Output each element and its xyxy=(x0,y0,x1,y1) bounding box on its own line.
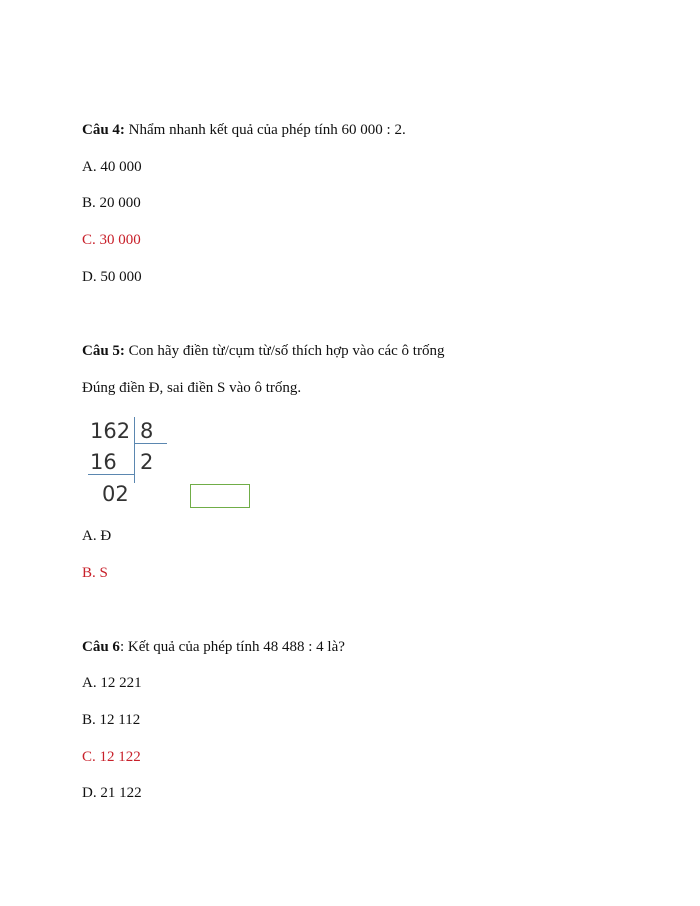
division-subtraction-line xyxy=(88,474,135,475)
question-4 xyxy=(82,120,406,140)
q4-option-c: C. 30 000 xyxy=(82,232,141,248)
q6-option-a: A. 12 221 xyxy=(82,675,142,691)
division-remainder: 02 xyxy=(102,482,129,506)
question-4-label: Câu 4: xyxy=(82,122,125,138)
division-divisor: 8 xyxy=(140,419,154,443)
answer-input-box[interactable] xyxy=(190,484,250,508)
q5-option-a: A. Đ xyxy=(82,528,112,544)
question-5-text: Con hãy điền từ/cụm từ/số thích hợp vào các ô trống xyxy=(124,343,445,359)
question-5-instruction: Đúng điền Đ, sai điền S vào ô trống. xyxy=(82,380,302,396)
q6-option-d: D. 21 122 xyxy=(82,785,142,801)
question-6-text: : Kết quả của phép tính 48 488 : 4 là? xyxy=(119,639,345,655)
division-partial-product: 16 xyxy=(90,450,117,474)
q4-option-d: D. 50 000 xyxy=(82,269,142,285)
q5-option-b: B. S xyxy=(82,565,108,581)
question-4-text: Nhẩm nhanh kết quả của phép tính 60 000 : 2. xyxy=(124,122,406,138)
question-5-label: Câu 5: xyxy=(82,343,125,359)
question-6-label: Câu 6 xyxy=(82,639,120,655)
q4-option-b: B. 20 000 xyxy=(82,195,141,211)
q6-option-b: B. 12 112 xyxy=(82,712,141,728)
question-6 xyxy=(82,637,345,657)
question-5 xyxy=(82,341,444,361)
division-dividend: 162 xyxy=(90,419,131,443)
q4-option-a: A. 40 000 xyxy=(82,159,142,175)
division-divisor-underline xyxy=(135,443,167,444)
division-quotient: 2 xyxy=(140,450,154,474)
q6-option-c: C. 12 122 xyxy=(82,749,141,765)
